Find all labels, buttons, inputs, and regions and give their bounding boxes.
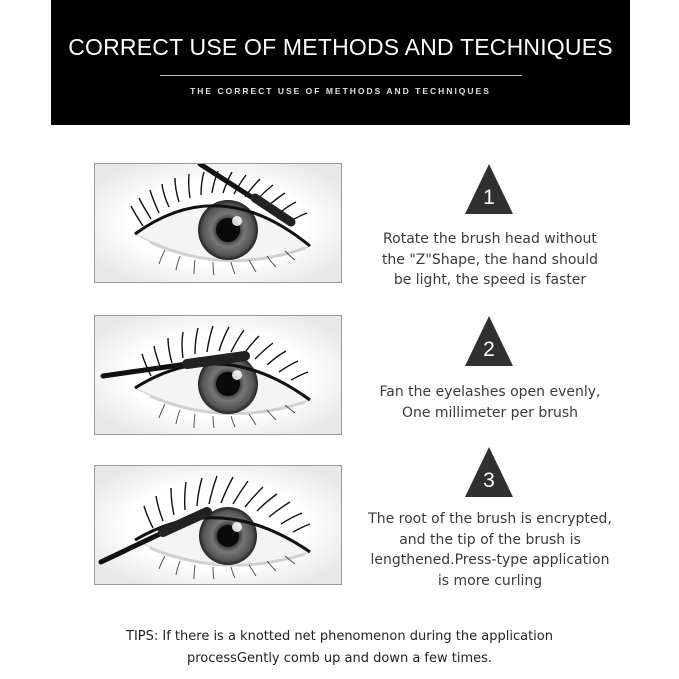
header-subtitle: THE CORRECT USE OF METHODS AND TECHNIQUES [190, 86, 491, 96]
tips-line-1: TIPS: If there is a knotted net phenomenon during the application [126, 629, 553, 644]
step-3-line-4: is more curling [437, 572, 543, 589]
header-divider [160, 75, 522, 76]
header-title: CORRECT USE OF METHODS AND TECHNIQUES [68, 34, 613, 60]
step-3-description [355, 509, 625, 591]
step-3-line-3: lengthened.Press-type application [370, 552, 610, 568]
tips-line-2: processGently comb up and down a few times. [186, 651, 493, 666]
step-2-image [94, 315, 342, 435]
step-1-line-2: the "Z"Shape, the hand should [381, 251, 599, 268]
header-banner [51, 0, 630, 125]
step-2-line-2: One millimeter per brush [401, 404, 579, 421]
step-2-number: 2 [483, 338, 495, 361]
tips-note [0, 626, 679, 670]
step-1-line-3: be light, the speed is faster [393, 272, 587, 288]
step-1-description [365, 229, 615, 291]
step-1-line-1: Rotate the brush head without [383, 231, 597, 247]
step-3-line-2: and the tip of the brush is [399, 531, 581, 548]
step-2-line-1: Fan the eyelashes open evenly, [379, 384, 601, 400]
step-1-number: 1 [483, 186, 495, 209]
step-3-image [94, 465, 342, 585]
step-1-image [94, 163, 342, 283]
step-3-line-1: The root of the brush is encrypted, [368, 511, 612, 527]
step-2-description [355, 382, 625, 423]
step-3-number: 3 [483, 469, 495, 492]
